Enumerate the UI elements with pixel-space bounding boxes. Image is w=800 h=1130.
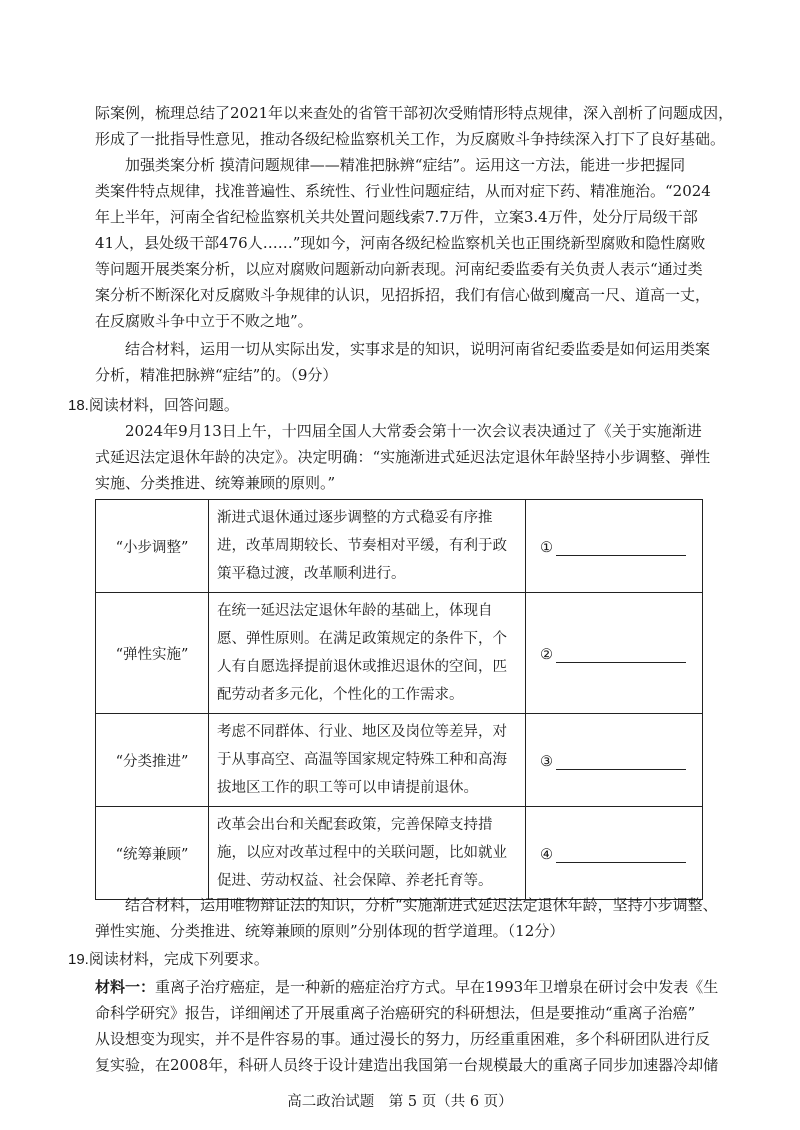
principle-cell: “小步调整”	[96, 500, 209, 593]
answer-marker: ①	[540, 539, 553, 556]
q18-task-line: 弹性实施、分类推进、统筹兼顾的原则”分别体现的哲学道理。（12分）	[95, 922, 565, 940]
question-heading-text: 阅读材料，回答问题。	[88, 396, 239, 414]
answer-marker: ③	[540, 753, 553, 770]
explanation-line: 进，改革周期较长、节奏相对平缓，有利于政	[217, 538, 507, 554]
paragraph-line: 等问题开展类案分析，以应对腐败问题新动向新表现。河南纪委监委有关负责人表示“通过类	[95, 260, 703, 278]
principles-table	[95, 499, 703, 900]
answer-blank[interactable]	[556, 537, 686, 556]
table-row	[96, 593, 703, 714]
table-row	[96, 714, 703, 807]
paragraph-line: 类案件特点规律，找准普遍性、系统性、行业性问题症结，从而对症下药、精准施治。“2024	[95, 182, 711, 200]
answer-blank[interactable]	[556, 844, 686, 863]
explanation-line: 策平稳过渡，改革顺利进行。	[217, 566, 406, 582]
question-number: 18.	[68, 397, 89, 414]
q17-task-line: 分析，精准把脉辨“症结”的。（9分）	[95, 366, 338, 384]
question-heading-text: 阅读材料，完成下列要求。	[88, 950, 269, 968]
q19-material-line: 复实验，在2008年，科研人员终于设计建造出我国第一台规模最大的重离子同步加速器冷却储	[95, 1056, 719, 1074]
q19-material-line	[95, 974, 718, 1000]
explanation-line: 配劳动者多元化，个性化的工作需求。	[217, 687, 464, 703]
principle-cell: “分类推进”	[96, 714, 209, 807]
answer-blank[interactable]	[556, 644, 686, 663]
answer-cell[interactable]	[526, 714, 703, 807]
paragraph-line: 际案例，梳理总结了2021年以来查处的省管干部初次受贿情形特点规律，深入剖析了问题成因，	[95, 104, 734, 122]
q19-material-line: 命科学研究》报告，详细阐述了开展重离子治癌研究的科研想法，但是要推动“重离子治癌”	[95, 1004, 696, 1022]
q17-task-line: 结合材料，运用一切从实际出发，实事求是的知识，说明河南省纪委监委是如何运用类案	[125, 340, 711, 358]
q18-heading	[68, 392, 239, 419]
paragraph-line: 在反腐败斗争中立于不败之地”。	[95, 312, 313, 330]
explanation-line: 人有自愿选择提前退休或推迟退休的空间，匹	[217, 659, 507, 675]
material-label: 材料一：	[95, 978, 156, 996]
principle-cell: “统筹兼顾”	[96, 807, 209, 900]
explanation-line: 在统一延迟法定退休年龄的基础上，体现自	[217, 603, 493, 619]
explanation-line: 于从事高空、高温等国家规定特殊工种和高海	[217, 752, 507, 768]
question-number: 19.	[68, 951, 89, 968]
paragraph-line: 加强类案分析 摸清问题规律——精准把脉辨“症结”。运用这一方法，能进一步把握同	[125, 156, 686, 174]
q18-task-line: 结合材料，运用唯物辩证法的知识，分析“实施渐进式延迟法定退休年龄，坚持小步调整、	[125, 896, 718, 914]
q19-heading	[68, 946, 269, 973]
answer-blank[interactable]	[556, 751, 686, 770]
page-footer: 高二政治试题 第 5 页（共 6 页）	[287, 1094, 513, 1110]
explanation-line: 愿、弹性原则。在满足政策规定的条件下，个	[217, 631, 507, 647]
explanation-cell	[209, 714, 526, 807]
material-text: 重离子治疗癌症，是一种新的癌症治疗方式。早在1993年卫增泉在研讨会中发表《生	[155, 978, 719, 996]
explanation-line: 施，以应对改革过程中的关联问题，比如就业	[217, 845, 507, 861]
table-row	[96, 807, 703, 900]
explanation-line: 拔地区工作的职工等可以申请提前退休。	[217, 780, 478, 796]
answer-marker: ②	[540, 646, 553, 663]
explanation-line: 改革会出台和关配套政策，完善保障支持措	[217, 817, 493, 833]
q18-intro-line: 2024年9月13日上午，十四届全国人大常委会第十一次会议表决通过了《关于实施渐进	[125, 422, 702, 440]
answer-cell[interactable]	[526, 593, 703, 714]
principle-cell: “弹性实施”	[96, 593, 209, 714]
paragraph-line: 案分析不断深化对反腐败斗争规律的认识，见招拆招，我们有信心做到魔高一尺、道高一丈，	[95, 286, 711, 304]
explanation-line: 考虑不同群体、行业、地区及岗位等差异，对	[217, 724, 507, 740]
answer-marker: ④	[540, 846, 553, 863]
answer-cell[interactable]	[526, 500, 703, 593]
explanation-cell	[209, 593, 526, 714]
paragraph-line: 形成了一批指导性意见，推动各级纪检监察机关工作，为反腐败斗争持续深入打下了良好基础。	[95, 130, 726, 148]
explanation-cell	[209, 500, 526, 593]
explanation-cell	[209, 807, 526, 900]
q18-intro-line: 实施、分类推进、统筹兼顾的原则。”	[95, 474, 336, 492]
explanation-line: 促进、劳动权益、社会保障、养老托育等。	[217, 873, 493, 889]
paragraph-line: 年上半年，河南全省纪检监察机关共处置问题线索7.7万件，立案3.4万件，处分厅局级干部	[95, 208, 698, 226]
table-row	[96, 500, 703, 593]
q19-material-line: 从设想变为现实，并不是件容易的事。通过漫长的努力，历经重重困难，多个科研团队进行反	[95, 1030, 711, 1048]
answer-cell[interactable]	[526, 807, 703, 900]
paragraph-line: 41人，县处级干部476人……”现如今，河南各级纪检监察机关也正围绕新型腐败和隐性腐败	[95, 234, 706, 252]
explanation-line: 渐进式退休通过逐步调整的方式稳妥有序推	[217, 510, 493, 526]
q18-intro-line: 式延迟法定退休年龄的决定》。决定明确：“实施渐进式延迟法定退休年龄坚持小步调整、弹性	[95, 448, 711, 466]
